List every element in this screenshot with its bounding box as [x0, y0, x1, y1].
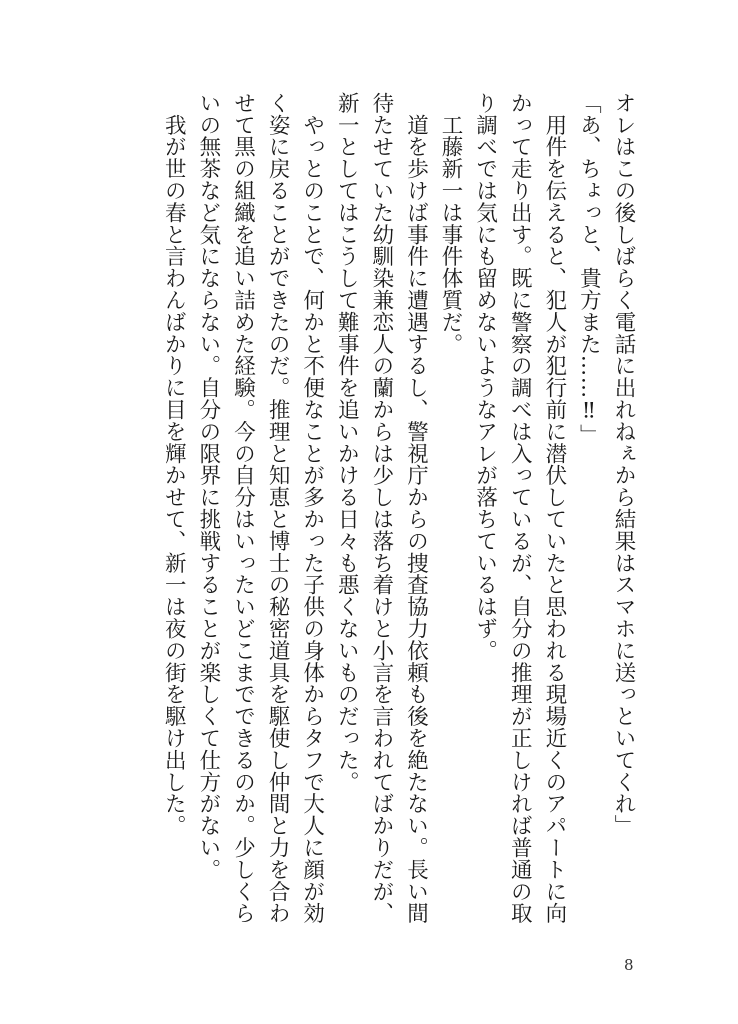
- text-line: 「あ、ちょっと、貴方また……‼」: [576, 92, 602, 446]
- page-number: 8: [624, 956, 634, 974]
- text-line: 道を歩けば事件に遭遇するし、警視庁からの捜査協力依頼も後を絶たない。長い間: [403, 92, 429, 925]
- text-line: かって走り出す。既に警察の調べは入っているが、自分の推理が正しければ普通の取: [507, 92, 533, 925]
- text-line: いの無茶など気にならない。自分の限界に挑戦することが楽しくて仕方がない。: [195, 92, 221, 881]
- text-line: 待たせていた幼馴染兼恋人の蘭からは少しは落ち着けと小言を言われてばかりだが、: [368, 92, 394, 925]
- vertical-text-body: [156, 92, 640, 925]
- text-line: やっとのことで、何かと不便なことが多かった子供の身体からタフで大人に顔が効: [299, 92, 325, 925]
- text-line: り調べでは気にも留めないようなアレが落ちているはず。: [472, 92, 498, 662]
- text-line: 我が世の春と言わんばかりに目を輝かせて、新一は夜の街を駆け出した。: [161, 92, 187, 837]
- text-line: 工藤新一は事件体質だ。: [438, 92, 464, 355]
- text-line: 用件を伝えると、犯人が犯行前に潜伏していたと思われる現場近くのアパートに向: [541, 92, 567, 925]
- text-line: せて黒の組織を追い詰めた経験。今の自分はいったいどこまでできるのか。少しくら: [230, 92, 256, 925]
- text-line: 新一としてはこうして難事件を追いかける日々も悪くないものだった。: [334, 92, 360, 793]
- text-line: く姿に戻ることができたのだ。推理と知恵と博士の秘密道具を駆使し仲間と力を合わ: [265, 92, 291, 925]
- text-line: オレはこの後しばらく電話に出れねぇから結果はスマホに送っといてくれ」: [611, 92, 636, 837]
